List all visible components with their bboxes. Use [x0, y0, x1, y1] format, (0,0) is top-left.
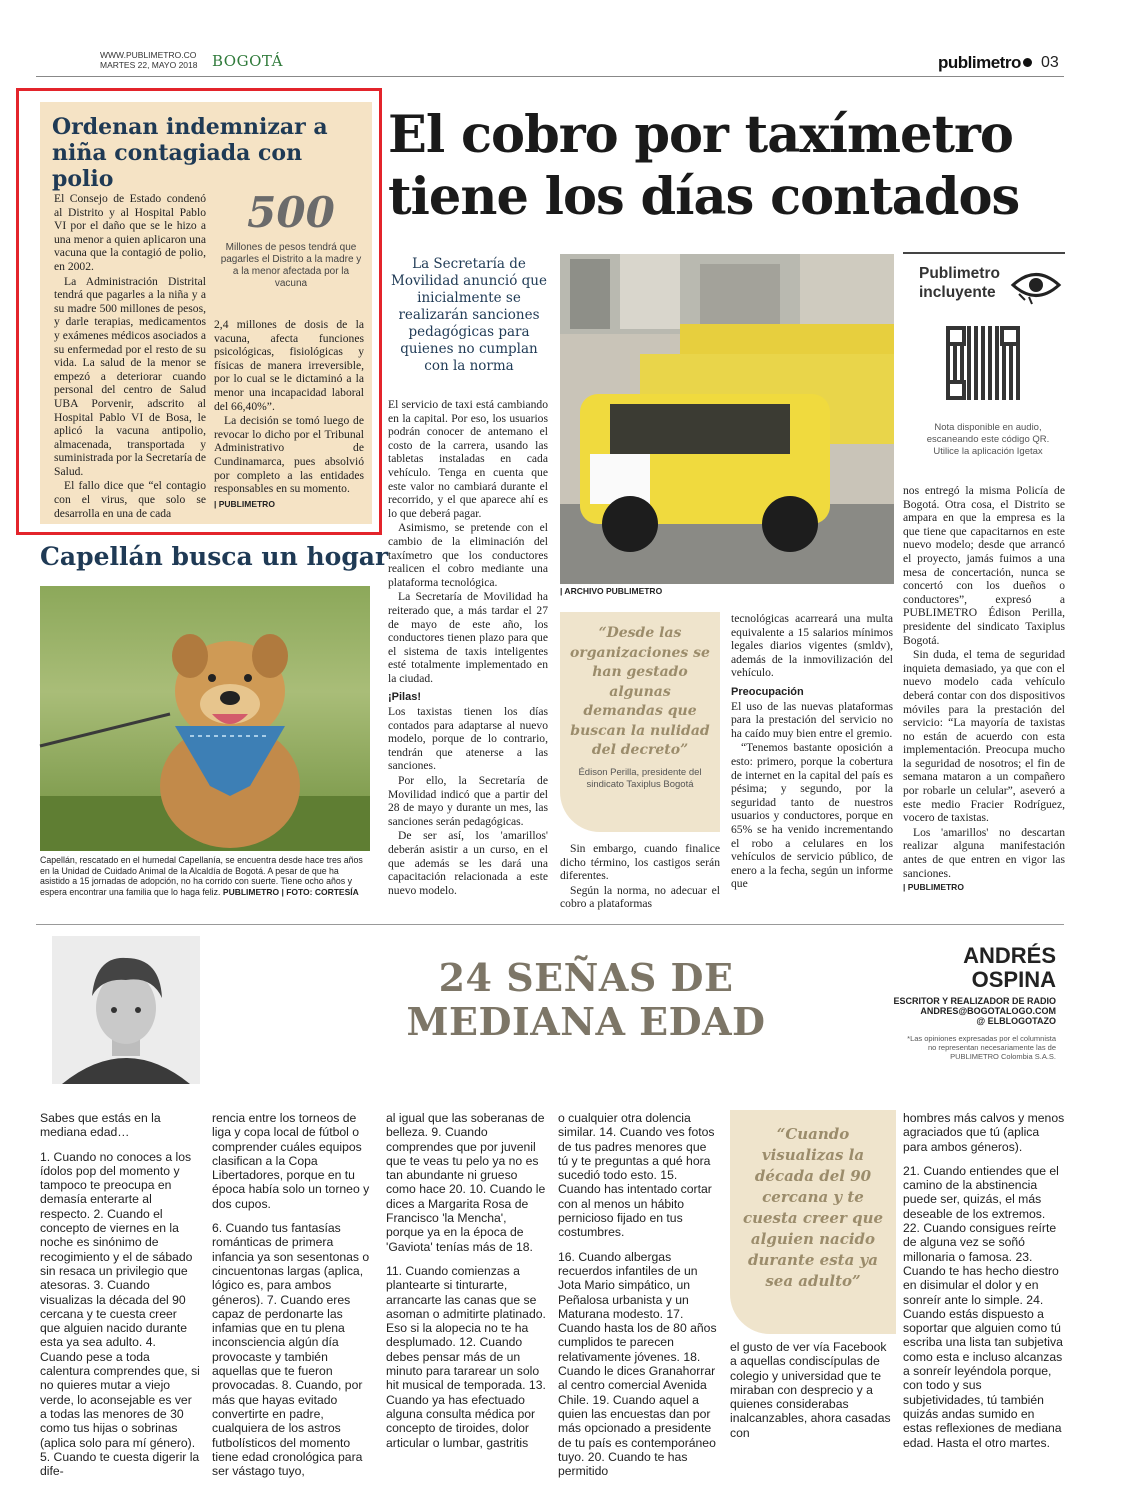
- author-first-name: ANDRÉS: [963, 943, 1056, 968]
- taxi-paragraph: nos entregó la misma Policía de Bogotá. Otra cosa, el Distrito se ampara en que la empresa es la que tiene que capacitarnos en este nuevo modelo; desde que arrancó el proyecto, jamás fuimos a una mesa de concertación, nunca se concertó con los dueños o conductores”, expresó a PUBLIMETRO Édison Perilla, presidente del sindicato Taxiplus Bogotá.: [903, 484, 1065, 647]
- website-url[interactable]: WWW.PUBLIMETRO.CO: [100, 50, 197, 60]
- column-quote-box: [730, 1110, 896, 1334]
- polio-highlight-text: Millones de pesos tendrá que pagarles el Distrito a la madre y a la menor afectada por la vacuna: [220, 242, 362, 289]
- author-portrait: [52, 936, 200, 1084]
- column-col-3: [386, 1111, 546, 1460]
- taxi-quote-author: Édison Perilla, presidente del sindicato Taxiplus Bogotá: [578, 767, 702, 790]
- taxi-paragraph: “Tenemos bastante oposición a esto: primero, porque la cobertura de internet en la capital del país es pésima; y segundo, por la seguridad tanto de nuestros usuarios y conductores, porque en 65% se ha venido incrementando el robo a celulares en los vehículos de servicio público, de enero a la fecha, según un informe que: [731, 741, 893, 891]
- taxi-paragraph: Sin duda, el tema de seguridad inquieta demasiado, ya que con el nuevo modelo cada vehículo deberá contar con dos dispositivos móviles para la prestación del servicio: “La mayoría de taxistas no están de acuerdo con esta implementación. Preocupa mucho la seguridad de nosotros; el fin de semana mataron a un compañero por robarle un celular”, aseveró a este medio Fracier Rodríguez, vocero de taxistas.: [903, 648, 1065, 825]
- capellan-caption-text: Capellán, rescatado en el humedal Capellanía, se encuentra desde hace tres años en la Unidad de Cuidado Animal de la Alcaldía de Bogotá. A pesar de que ha asistido a 15 jornadas de adopción, no ha corrido con suerte. Tiene ocho años y espera encontrar una familia que lo haga feliz.: [40, 855, 363, 897]
- author-email[interactable]: ANDRES@BOGOTALOGO.COM: [920, 1006, 1056, 1016]
- masthead-meta: [100, 50, 210, 70]
- column-title: 24 SEÑAS DE MEDIANA EDAD: [406, 955, 766, 1044]
- taxi-col-4: [903, 484, 1065, 895]
- incluyente-title: Publimetro incluyente: [919, 265, 1000, 301]
- taxi-quote: “Desde las organizaciones se han gestado algunas demandas que buscan la nulidad del decreto”: [570, 625, 710, 758]
- taxi-paragraph: Los taxistas tienen los días contados para adaptarse al nuevo modelo, porque de lo contrario, tendrán que atenerse a las sanciones.: [388, 705, 548, 773]
- column-paragraph: rencia entre los torneos de liga y copa local de fútbol o comprender cuáles equipos clasifican a la Copa Libertadores, porque en tu época había solo un torneo y dos cupos.: [212, 1111, 370, 1211]
- header-rule: [36, 76, 1064, 77]
- column-paragraph: 6. Cuando tus fantasías románticas de primera infancia ya son sesentonas o cincuentonas largas (aplica, lógico es, para ambos géneros). 7. Cuando eres capaz de perdonarte las infamias que en tu plena inconsciencia algún día provocaste y también aquellas que te fueron provocadas. 8. Cuando, por más que hayas evitado convertirte en padre, cualquiera de los astros futbolísticos del momento tiene edad cronológica para ser vástago tuyo,: [212, 1221, 370, 1479]
- taxi-col-2: [560, 842, 720, 912]
- column-paragraph: 21. Cuando entiendes que el camino de la abstinencia puede ser, quizás, el más deseable de los extremos. 22. Cuando consigues reírte de alguna vez se soñó millonaria o famosa. 23. Cuando te has hecho diestro en disimular el dolor y en sonreír ante lo simple. 24. Cuando estás dispuesto a soportar que alguien como tú escriba una lista tan subjetiva como esta e incluso alcanzas a sonreír leyéndola porque, con todo y sus subjetividades, tú también quizás andas sumido en estas reflexiones de mediana edad. Hasta el otro martes.: [903, 1163, 1063, 1450]
- column-paragraph: Sabes que estás en la mediana edad…: [40, 1111, 161, 1140]
- polio-paragraph: El Consejo de Estado condenó al Distrito y al Hospital Pablo VI por el daño que se le hizo a una menor a quien aplicaron una vacuna que la contagió de polio, en 2002.: [54, 192, 206, 273]
- polio-credit: | PUBLIMETRO: [214, 498, 275, 509]
- column-quote: “Cuando visualizas la década del 90 cercana y te cuesta creer que alguien nacido durante esta ya sea adulto”: [742, 1125, 884, 1290]
- column-col-4: [558, 1111, 718, 1488]
- column-paragraph: o cualquier otra dolencia similar. 14. Cuando ves fotos de tus padres menores que tú y te preguntas a qué hora sucedió todo esto. 15. Cuando has intentado cortar con al menos un hábito pernicioso fijado en tus costumbres.: [558, 1111, 715, 1240]
- brand-name: publimetro: [938, 53, 1021, 72]
- taxi-paragraph: Por ello, la Secretaría de Movilidad indicó que a partir del 28 de mayo y durante un mes, las sanciones serán pedagógicas.: [388, 774, 548, 828]
- taxi-photo: [560, 254, 894, 584]
- column-col-6: [903, 1111, 1065, 1460]
- section-label: BOGOTÁ: [212, 52, 283, 70]
- author-last-name: OSPINA: [971, 967, 1056, 992]
- author-block: [880, 944, 1056, 1026]
- column-paragraph: hombres más calvos y menos agraciados que tú (aplica para ambos géneros).: [903, 1111, 1065, 1154]
- taxi-paragraph: Sin embargo, cuando finalice dicho término, los castigos serán diferentes.: [560, 842, 720, 883]
- taxi-headline: El cobro por taxímetro tiene los días contados: [388, 105, 1020, 227]
- incluyente-box: [903, 252, 1065, 470]
- taxi-lead: La Secretaría de Movilidad anunció que inicialmente se realizarán sanciones pedagógicas para quienes no cumplan con la norma: [391, 256, 547, 374]
- polio-col-1: [54, 192, 206, 521]
- author-twitter[interactable]: @ ELBLOGOTAZO: [976, 1016, 1056, 1026]
- column-col-2: [212, 1111, 372, 1488]
- capellan-credit: PUBLIMETRO | FOTO: CORTESÍA: [222, 886, 359, 897]
- taxi-subhead-preocupacion: Preocupación: [731, 685, 804, 698]
- taxi-paragraph: tecnológicas acarreará una multa equivalente a 15 salarios mínimos legales diarios vigentes (smldv), además de la inmovilización del vehículo.: [731, 612, 893, 680]
- taxi-photo-credit: | ARCHIVO PUBLIMETRO: [560, 586, 663, 596]
- taxi-quote-box: [560, 612, 720, 832]
- taxi-paragraph: El uso de las nuevas plataformas para la prestación del servicio no ha caído muy bien entre el gremio.: [731, 699, 893, 740]
- polio-paragraph: El fallo dice que “el contagio con el virus, que solo se desarrolla en una de cada: [54, 479, 206, 520]
- dog-photo: [40, 586, 370, 851]
- dog-illustration: [40, 586, 370, 851]
- author-role: ESCRITOR Y REALIZADOR DE RADIO: [893, 996, 1056, 1006]
- taxi-paragraph: Asimismo, se pretende con el cambio de la eliminación del taxímetro que los conductores realicen el cobro mediante una plataforma tecnológica.: [388, 521, 548, 589]
- taxi-paragraph: Los 'amarillos' no descartan realizar alguna manifestación antes de que entren en vigor las sanciones.: [903, 825, 1065, 880]
- column-paragraph: 11. Cuando comienzas a plantearte si tinturarte, arrancarte las canas que se asoman o admitirte platinado. Eso si la alopecia no te ha desplumado. 12. Cuando debes pensar más de un minuto para tararear un solo hit musical de temporada. 13. Cuando ya has efectuado alguna consulta médica por concepto de tiroides, dolor articular o lumbar, gastritis: [386, 1263, 546, 1450]
- polio-highlight-number: 500: [247, 188, 335, 237]
- globe-icon: [1023, 58, 1032, 67]
- author-photo: [52, 936, 200, 1084]
- taxi-illustration: [560, 254, 894, 584]
- polio-paragraph: La decisión se tomó luego de revocar lo dicho por el Tribunal Administrativo de Cundinamarca, pues absolvió por completo a las entidades responsables en su momento.: [214, 414, 364, 496]
- incluyente-note: Nota disponible en audio, escaneando este código QR. Utilice la aplicación Igetax: [926, 422, 1050, 457]
- taxi-paragraph: De ser así, los 'amarillos' deberán asistir a un curso, en el que además se les dará una capacitación relacionada a este nuevo modelo.: [388, 829, 548, 897]
- polio-title: Ordenan indemnizar a niña contagiada con polio: [52, 114, 328, 192]
- taxi-credit: | PUBLIMETRO: [903, 882, 964, 893]
- issue-date: MARTES 22, MAYO 2018: [100, 60, 198, 70]
- column-paragraph: 1. Cuando no conoces a los ídolos pop del momento y tampoco te preocupa en demasía enterarte al respecto. 2. Cuando el concepto de viernes en la noche es sinónimo de recogimiento y el de sábado sin resaca un privilegio que atesoras. 3. Cuando visualizas la década del 90 cercana y te cuesta creer que alguien nacido durante esta ya sea adulto. 4. Cuando pese a toda calentura comprendes que, si no quieres mutar a viejo verde, lo aconsejable es ver a todas las menores de 30 como tus hijas o sobrinas (aplica solo para mí género). 5. Cuando te cuesta digerir la dife-: [40, 1149, 200, 1479]
- capellan-title: Capellán busca un hogar: [40, 542, 389, 571]
- taxi-paragraph: El servicio de taxi está cambiando en la capital. Por eso, los usuarios podrán conocer de antemano el costo de la carrera, usando las tabletas instaladas en cada vehículo. Tenga en cuenta que este valor no cambiará durante el recorrido, y el que aparece ahí es lo que deberá pagar.: [388, 398, 548, 520]
- column-disclaimer: *Las opiniones expresadas por el columnista no representan necesariamente las de PUBLIMETRO Colombia S.A.S.: [907, 1034, 1056, 1061]
- section-divider: [36, 924, 1064, 925]
- column-paragraph: al igual que las soberanas de belleza. 9. Cuando comprendes que por juvenil que te veas tu pelo ya no es tan abundante ni grueso como hace 20. 10. Cuando le dices a Margarita Rosa de Francisco 'la Mencha', porque ya en la época de 'Gaviota' tenías más de 18.: [386, 1111, 546, 1254]
- taxi-paragraph: Según la norma, no adecuar el cobro a plataformas: [560, 883, 720, 911]
- polio-paragraph: 2,4 millones de dosis de la vacuna, afecta funciones psicológicas, fisiológicas y físicas de manera irreversible, por lo cual se le dictaminó a la menor una incapacidad laboral del 66,40%”.: [214, 318, 364, 413]
- capellan-caption: [40, 855, 370, 897]
- column-paragraph: el gusto de ver vía Facebook a aquellas condiscípulas de colegio y universidad que te miraban con desprecio y a quienes considerabas inalcanzables, ahora casadas con: [730, 1340, 891, 1440]
- column-col-1: [40, 1111, 200, 1488]
- qr-code[interactable]: [946, 326, 1020, 400]
- page-number: 03: [1041, 54, 1059, 71]
- polio-col-2: [214, 318, 364, 511]
- brand-logo: [938, 53, 1032, 73]
- column-paragraph: 16. Cuando albergas recuerdos infantiles de un Jota Mario simpático, un Peñalosa urbanista y un Maturana modesto. 17. Cuando hasta los de 80 años cumplidos te parecen relativamente jóvenes. 18. Cuando le dices Granahorrar al centro comercial Avenida Chile. 19. Cuando aquel a quien las encuestas dan por más opcionado a presidente de tu país es contemporáneo tuyo. 20. Cuando te has permitido: [558, 1249, 717, 1479]
- taxi-col-3: [731, 612, 893, 892]
- eye-icon: [1009, 264, 1063, 306]
- column-col-5: [730, 1340, 896, 1450]
- taxi-col-1: [388, 398, 548, 898]
- taxi-subhead-pilas: ¡Pilas!: [388, 691, 422, 704]
- polio-sidebar: [40, 102, 372, 524]
- polio-paragraph: La Administración Distrital tendrá que pagarles a la niña y a su madre 500 millones de pesos, y darle terapias, medicamentos y exámenes médicos asociados a su enfermedad por el resto de su vida. La salud de la menor se empezó a deteriorar cuando personal del centro de Salud UBA Porvenir, adscrito al Hospital Pablo VI de Bosa, le aplicó la vacuna antipolio, almacenada, transportada y suministrada por la Secretaría de Salud.: [54, 274, 206, 478]
- taxi-paragraph: La Secretaría de Movilidad ha reiterado que, a más tardar el 27 de mayo de este año, los conductores tienen plazo para que el sistema de taxis inteligentes esté totalmente implementado en la ciudad.: [388, 590, 548, 685]
